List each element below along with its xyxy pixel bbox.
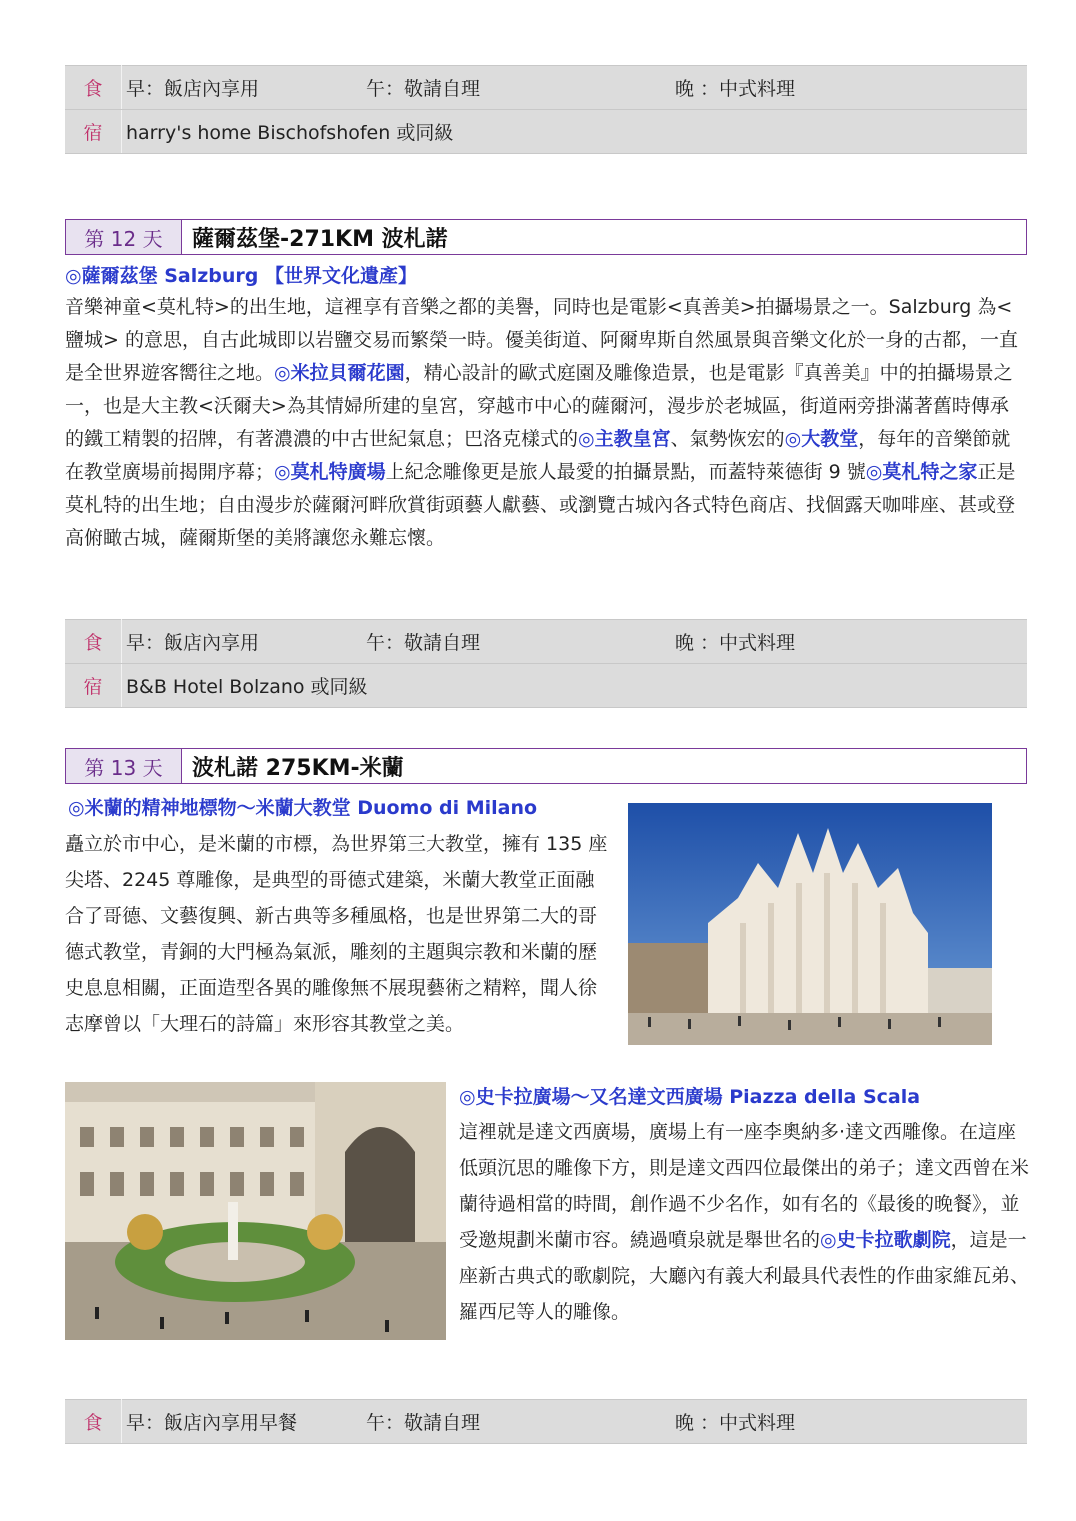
dinner-cell: 晚 ：中式料理 <box>671 620 1027 664</box>
duomo-paragraph: 矗立於市中心，是米蘭的市標，為世界第三大教堂，擁有 135 座尖塔、2245 尊雕像，是典型的哥德式建築，米蘭大教堂正面融合了哥德、文藝復興、新古典等多種風格，也是世界第二大的哥德式教堂，青銅的大門極為氣派，雕刻的主題與宗教和米蘭的歷史息息相關，正面造型各異的雕像無不展現藝術之精粹，聞人徐志摩曾以「大理石的詩篇」來形容其教堂之美。 <box>65 833 608 1035</box>
mirabell-link: ◎米拉貝爾花園 <box>274 362 405 384</box>
residenz-link: ◎主教皇宮 <box>578 428 671 450</box>
day12-header <box>65 219 1027 255</box>
text: 音樂神童<莫札特>的出生地，這裡享有音樂之都的美譽，同時也是電影<真善美>拍攝場景之一。Salzburg 為<鹽城> 的意思，自古此城即以岩鹽交易而繁榮一時。優美街道、阿爾卑斯自然風景與音樂文化於一身的古都，一直是全世界遊客嚮往之地。 <box>65 296 1018 384</box>
food-label: 食 <box>65 1400 122 1444</box>
meal-table-day12 <box>65 619 1027 708</box>
text: ，精心設計的歐式庭園及雕像造景，也是電影『真善美』中的拍攝場景之一，也是大主教<沃爾夫>為其情婦所建的皇宮，穿越市中心的薩爾河，漫步於老城區，街道兩旁掛滿著舊時傳承的鐵工精製的招牌，有著濃濃的中古世紀氣息；巴洛克樣式的 <box>65 362 1013 450</box>
cathedral-link: ◎大教堂 <box>784 428 859 450</box>
text: ，每年的音樂節就在教堂廣場前揭開序幕； <box>65 428 1011 483</box>
salzburg-paragraph <box>65 291 1027 555</box>
dinner-cell: 晚 ：中式料理 <box>671 66 1027 110</box>
text: 正是莫札特的出生地；自由漫步於薩爾河畔欣賞街頭藝人獻藝、或瀏覽古城內各式特色商店、找個露天咖啡座、甚或登高俯瞰古城，薩爾斯堡的美將讓您永難忘懷。 <box>65 461 1016 549</box>
hotel-label: 宿 <box>65 664 122 708</box>
day12-number: 第 12 天 <box>66 220 182 254</box>
meal-row <box>65 1400 1027 1444</box>
food-label: 食 <box>65 66 122 110</box>
duomo-illustration <box>628 803 992 1045</box>
text: ，這是一座新古典式的歌劇院，大廳內有義大利最具代表性的作曲家維瓦弟、羅西尼等人的雕像。 <box>459 1229 1030 1323</box>
food-label: 食 <box>65 620 122 664</box>
breakfast-cell: 早：飯店內享用 <box>122 620 363 664</box>
meal-row <box>65 66 1027 110</box>
hotel-row <box>65 664 1027 708</box>
lunch-cell: 午：敬請自理 <box>362 66 671 110</box>
duomo-photo <box>628 803 992 1045</box>
lunch-cell: 午：敬請自理 <box>362 1400 671 1444</box>
text: 、氣勢恢宏的 <box>670 428 785 450</box>
meal-row <box>65 620 1027 664</box>
lunch-cell: 午：敬請自理 <box>362 620 671 664</box>
meal-table-day11 <box>65 65 1027 154</box>
day13-title: 波札諾 275KM-米蘭 <box>192 755 404 781</box>
text: 這裡就是達文西廣場，廣場上有一座李奧納多·達文西雕像。在這座低頭沉思的雕像下方，則是達文西四位最傑出的弟子；達文西曾在米蘭待過相當的時間，創作過不少名作，如有名的《最後的晚餐》，並受邀規劃米蘭市容。繞過噴泉就是舉世名的 <box>459 1121 1030 1251</box>
breakfast-cell: 早：飯店內享用早餐 <box>122 1400 363 1444</box>
scala-paragraph <box>459 1114 1029 1330</box>
hotel-row <box>65 110 1027 154</box>
day13-number: 第 13 天 <box>66 749 182 783</box>
scala-subtitle: ◎史卡拉廣場～又名達文西廣場 Piazza della Scala <box>459 1086 921 1108</box>
day13-header <box>65 748 1027 784</box>
hotel-cell: B&B Hotel Bolzano 或同級 <box>122 664 1028 708</box>
duomo-subtitle: ◎米蘭的精神地標物～米蘭大教堂 Duomo di Milano <box>68 797 538 819</box>
salzburg-subtitle: ◎薩爾茲堡 Salzburg 【世界文化遺產】 <box>65 265 417 287</box>
mozartplatz-link: ◎莫札特廣場 <box>274 461 386 483</box>
dinner-cell: 晚 ：中式料理 <box>671 1400 1027 1444</box>
text: 上紀念雕像更是旅人最愛的拍攝景點，而蓋特萊德街 9 號 <box>385 461 866 483</box>
hotel-label: 宿 <box>65 110 122 154</box>
mozart-house-link: ◎莫札特之家 <box>865 461 978 483</box>
hotel-cell: harry's home Bischofshofen 或同級 <box>122 110 1028 154</box>
scala-photo <box>65 1082 446 1340</box>
scala-illustration <box>65 1082 446 1340</box>
day12-title: 薩爾茲堡-271KM 波札諾 <box>192 226 448 252</box>
meal-table-day13 <box>65 1399 1027 1444</box>
la-scala-link: ◎史卡拉歌劇院 <box>820 1229 951 1251</box>
breakfast-cell: 早：飯店內享用 <box>122 66 363 110</box>
